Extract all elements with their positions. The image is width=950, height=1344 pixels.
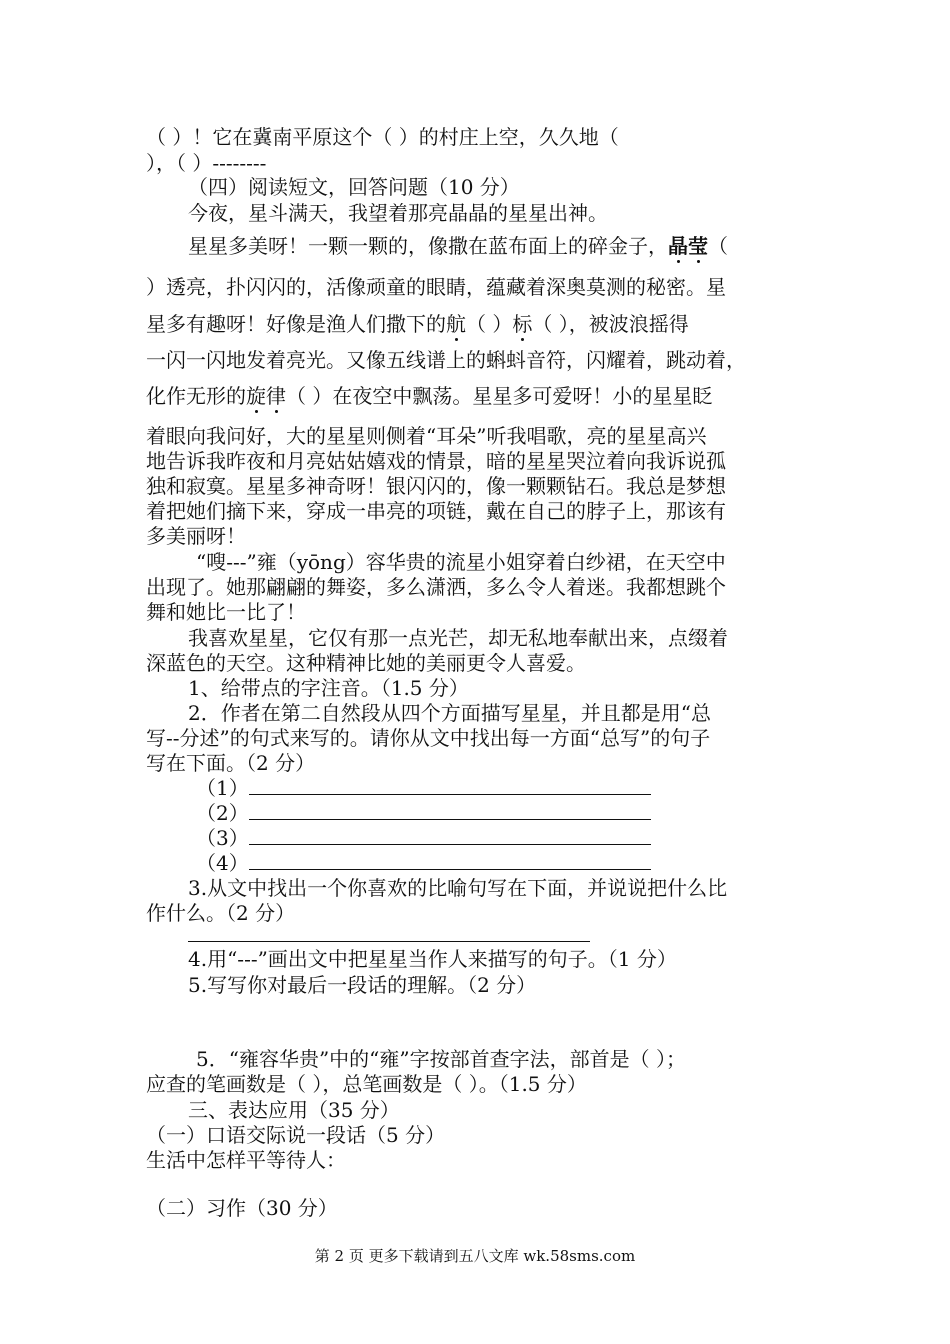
dotted-char-ying: 莹 — [688, 234, 708, 258]
question-1: 1、给带点的字注音。（1.5 分） — [188, 676, 469, 700]
answer-line-3: （3） — [196, 826, 868, 850]
section-3-sub-2: （二）习作（30 分） — [146, 1196, 338, 1220]
page-footer: 第 2 页 更多下载请到五八文库 wk.58sms.com — [314, 1247, 636, 1265]
dotted-char-biao: 标 — [512, 312, 533, 336]
dotted-char-xuan: 旋 — [246, 384, 266, 408]
paragraph-2-line-3: 星多有趣呀！好像是渔人们撒下的航（ ）标（ ），被波浪摇得 — [146, 312, 689, 336]
paragraph-2-line-1: 星星多美呀！一颗一颗的，像撒在蓝布面上的碎金子，晶莹（ — [188, 234, 728, 258]
paragraph-3-line-1: “嗖---”雍（yōng）容华贵的流星小姐穿着白纱裙，在天空中 — [196, 550, 726, 574]
answer-line-4: （4） — [196, 851, 868, 875]
question-3-line-2: 作什么。（2 分） — [146, 901, 296, 925]
section-3-prompt: 生活中怎样平等待人： — [146, 1148, 346, 1172]
section-4-title: （四）阅读短文，回答问题（10 分） — [188, 175, 520, 199]
dotted-char-jing: 晶 — [668, 234, 688, 258]
question-5b-line-1: 5．“雍容华贵”中的“雍”字按部首查字法，部首是（ ）； — [196, 1047, 686, 1071]
paragraph-4-line-2: 深蓝色的天空。这种精神比她的美丽更令人喜爱。 — [146, 651, 586, 675]
question-4: 4.用“---”画出文中把星星当作人来描写的句子。（1 分） — [188, 947, 677, 971]
answer-blank-1[interactable] — [249, 776, 651, 795]
fill-blank-line-1: （ ）！它在冀南平原这个（ ）的村庄上空，久久地（ — [146, 125, 619, 149]
paragraph-3-line-2: 出现了。她那翩翩的舞姿，多么潇洒，多么令人着迷。我都想跳个 — [146, 575, 726, 599]
question-5b-line-2: 应查的笔画数是（ ），总笔画数是（ ）。（1.5 分） — [146, 1072, 587, 1096]
question-2-line-3: 写在下面。（2 分） — [146, 751, 316, 775]
paragraph-2-line-6: 着眼向我问好，大的星星则侧着“耳朵”听我唱歌，亮的星星高兴 — [146, 424, 707, 448]
paragraph-2-line-8: 独和寂寞。星星多神奇呀！银闪闪的，像一颗颗钻石。我总是梦想 — [146, 474, 726, 498]
answer-blank-4[interactable] — [249, 851, 651, 870]
answer-line-1: （1） — [196, 776, 868, 800]
section-3-title: 三、表达应用（35 分） — [188, 1098, 400, 1122]
paragraph-2-line-4: 一闪一闪地发着亮光。又像五线谱上的蝌蚪音符，闪耀着，跳动着， — [146, 348, 746, 372]
paragraph-2-line-10: 多美丽呀！ — [146, 524, 246, 548]
paragraph-4-line-1: 我喜欢星星，它仅有那一点光芒，却无私地奉献出来，点缀着 — [188, 626, 728, 650]
paragraph-2-line-2: ）透亮，扑闪闪的，活像顽童的眼睛，蕴藏着深奥莫测的秘密。星 — [146, 275, 726, 299]
answer-blank-q3[interactable] — [188, 941, 590, 942]
answer-blank-3[interactable] — [249, 826, 651, 845]
question-2-line-1: 2．作者在第二自然段从四个方面描写星星，并且都是用“总 — [188, 701, 711, 725]
paragraph-3-line-3: 舞和她比一比了！ — [146, 600, 306, 624]
question-3-line-1: 3.从文中找出一个你喜欢的比喻句写在下面，并说说把什么比 — [188, 876, 728, 900]
fill-blank-line-2: ），（ ）-------- — [146, 151, 267, 175]
section-3-sub-1: （一）口语交际说一段话（5 分） — [146, 1123, 446, 1147]
paragraph-2-line-7: 地告诉我昨夜和月亮姑姑嬉戏的情景，暗的星星哭泣着向我诉说孤 — [146, 449, 726, 473]
paragraph-2-line-5: 化作无形的旋律（ ）在夜空中飘荡。星星多可爱呀！小的星星眨 — [146, 384, 713, 408]
answer-blank-2[interactable] — [249, 801, 651, 820]
answer-line-2: （2） — [196, 801, 868, 825]
question-2-line-2: 写--分述”的句式来写的。请你从文中找出每一方面“总写”的句子 — [146, 726, 711, 750]
dotted-char-hang: 航 — [446, 312, 466, 336]
question-5: 5.写写你对最后一段话的理解。（2 分） — [188, 973, 537, 997]
dotted-char-lv: 律 — [266, 384, 286, 408]
paragraph-2-line-9: 着把她们摘下来，穿成一串亮的项链，戴在自己的脖子上，那该有 — [146, 499, 726, 523]
paragraph-1: 今夜，星斗满天，我望着那亮晶晶的星星出神。 — [188, 201, 608, 225]
